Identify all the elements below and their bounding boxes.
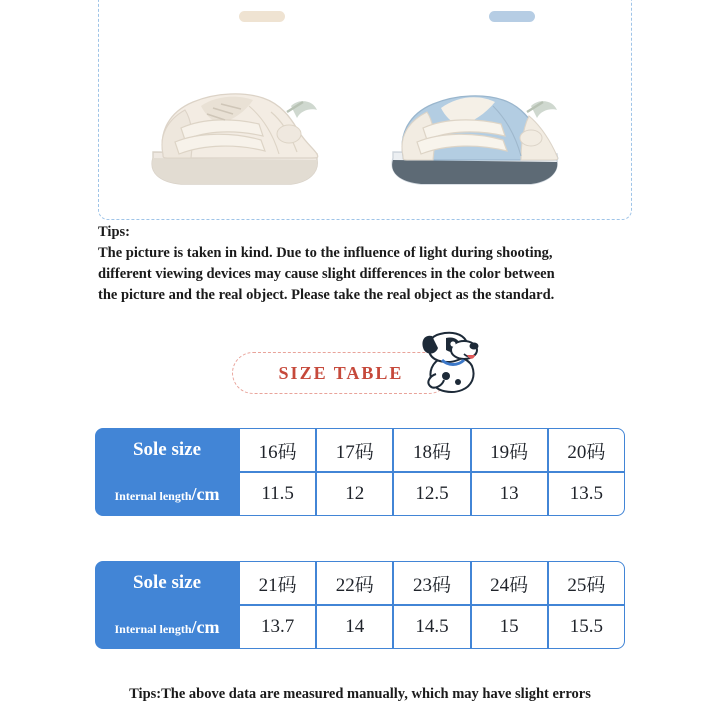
- size-cell: 16码: [239, 428, 316, 472]
- photo-disclaimer-text: [98, 222, 638, 306]
- internal-length-label: [95, 472, 239, 516]
- size-cell: 20码: [548, 428, 625, 472]
- length-cell: 15.5: [548, 605, 625, 649]
- table-row: [95, 428, 625, 472]
- measurement-disclaimer: Tips:The above data are measured manually, which may have slight errors: [129, 686, 591, 702]
- tips-line-3: the picture and the real object. Please take the real object as the standard.: [98, 287, 555, 304]
- size-cell: 23码: [393, 561, 470, 605]
- beige-baby-sneaker: [141, 62, 331, 197]
- table-row: [95, 605, 625, 649]
- length-cell: 12: [316, 472, 393, 516]
- sole-size-label: Sole size: [95, 428, 239, 472]
- internal-length-unit: /cm: [191, 483, 220, 504]
- length-cell: 13.5: [548, 472, 625, 516]
- length-cell: 15: [471, 605, 548, 649]
- length-cell: 12.5: [393, 472, 470, 516]
- sole-size-label: Sole size: [95, 561, 239, 605]
- blue-swatch: [489, 11, 535, 22]
- table-row: [95, 472, 625, 516]
- length-cell: 14: [316, 605, 393, 649]
- length-cell: 13.7: [239, 605, 316, 649]
- length-cell: 13: [471, 472, 548, 516]
- internal-length-text: Internal length: [114, 621, 192, 636]
- size-cell: 24码: [471, 561, 548, 605]
- table-row: [95, 561, 625, 605]
- size-table-2: [95, 561, 625, 649]
- tips-label: Tips:: [98, 224, 130, 240]
- blue-baby-sneaker: [381, 62, 571, 197]
- size-cell: 18码: [393, 428, 470, 472]
- size-cell: 19码: [471, 428, 548, 472]
- size-table-1: [95, 428, 625, 516]
- internal-length-label: [95, 605, 239, 649]
- internal-length-unit: /cm: [191, 616, 220, 637]
- dog-mascot-icon: [412, 324, 492, 396]
- beige-swatch: [239, 11, 285, 22]
- size-cell: 22码: [316, 561, 393, 605]
- size-table-heading: [232, 352, 490, 394]
- internal-length-text: Internal length: [114, 488, 192, 503]
- product-photo-panel: [98, 0, 632, 220]
- length-cell: 11.5: [239, 472, 316, 516]
- length-cell: 14.5: [393, 605, 470, 649]
- tips-line-1: The picture is taken in kind. Due to the influence of light during shooting,: [98, 245, 553, 262]
- size-cell: 17码: [316, 428, 393, 472]
- size-table-title: SIZE TABLE: [232, 352, 450, 394]
- size-cell: 25码: [548, 561, 625, 605]
- size-cell: 21码: [239, 561, 316, 605]
- tips-line-2: different viewing devices may cause slight differences in the color between: [98, 266, 555, 283]
